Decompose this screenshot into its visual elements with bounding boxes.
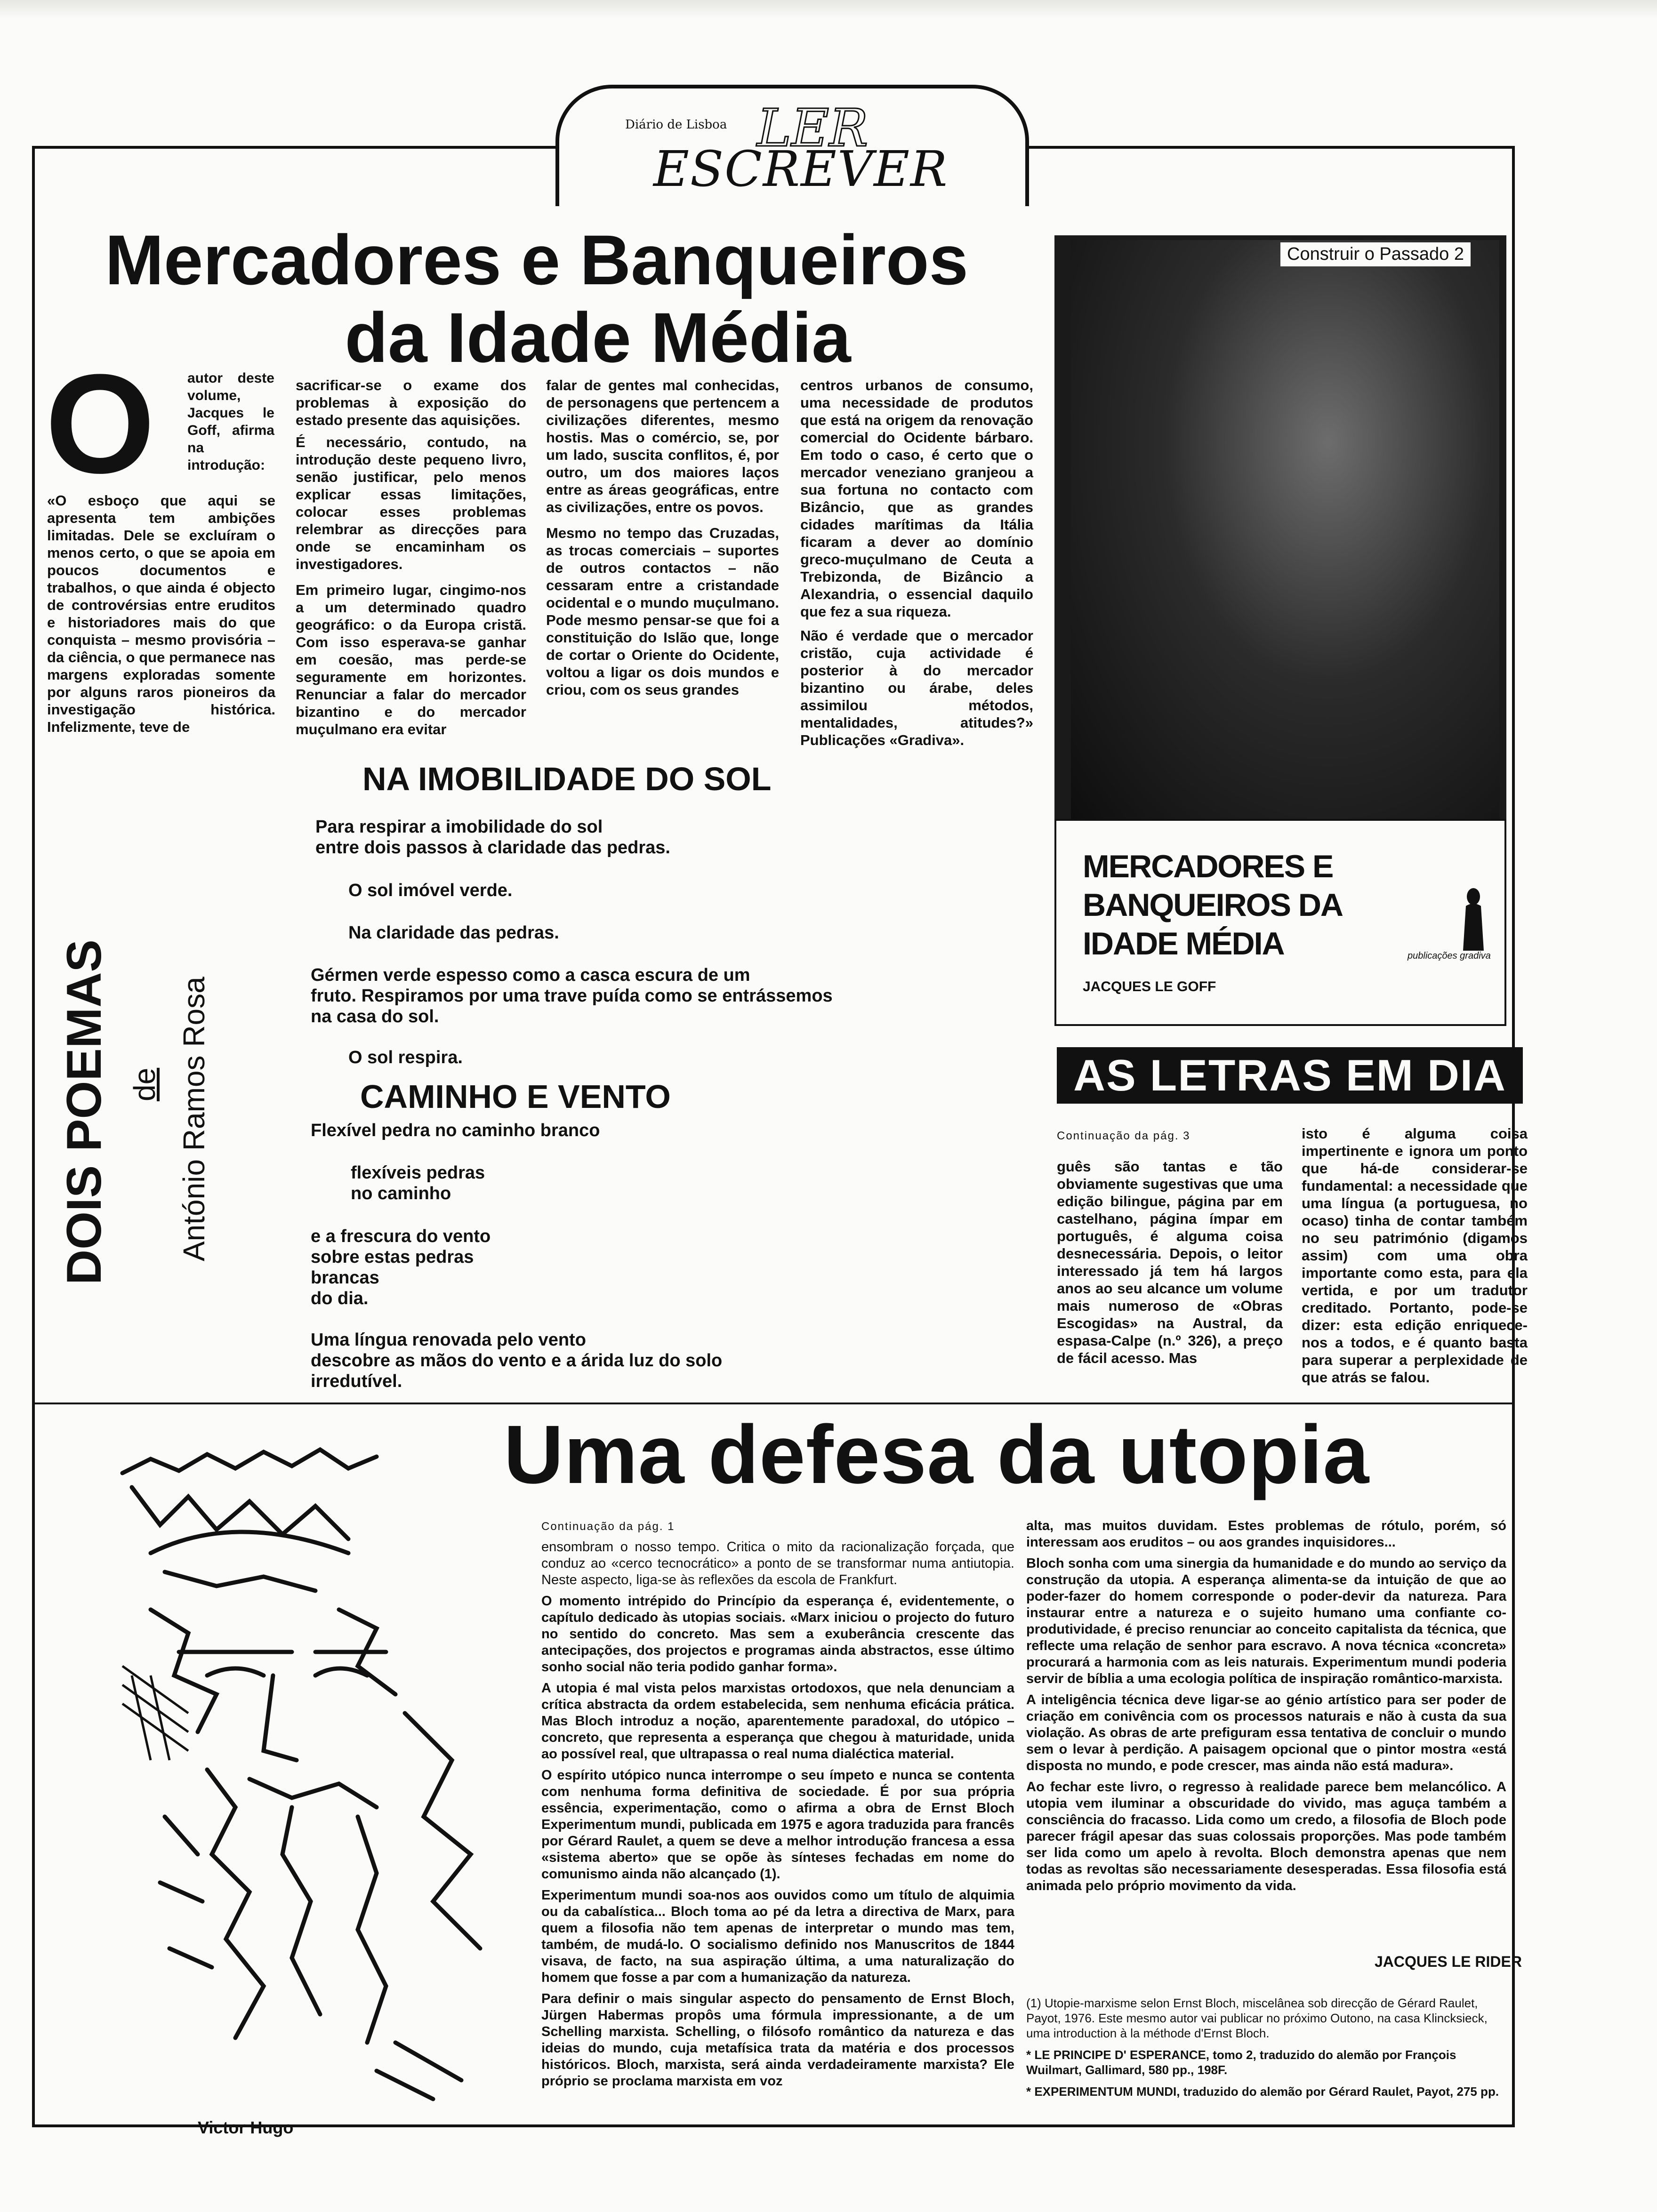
poem2-l7: do dia. bbox=[311, 1289, 369, 1308]
poem1-l2: entre dois passos à claridade das pedras. bbox=[315, 838, 670, 858]
poem1-l1: Para respirar a imobilidade do sol bbox=[315, 817, 603, 837]
poem1-l4: Na claridade das pedras. bbox=[348, 923, 559, 943]
poem2-l10: irredutível. bbox=[311, 1371, 402, 1391]
poems-author: António Ramos Rosa bbox=[177, 977, 211, 1261]
masthead-newspaper: Diário de Lisboa bbox=[625, 118, 727, 132]
article1-col1-intro: autor deste volume, Jacques le Goff, afirma na introdução: bbox=[187, 370, 274, 473]
masthead bbox=[555, 85, 1029, 206]
article1-title bbox=[66, 221, 1007, 377]
article1-col2 bbox=[296, 377, 526, 743]
article2-colB-p4: Ao fechar este livro, o regresso à realidade parece bem melancólico. A utopia vem iluminar a obscuridade do vivido, mas aguça também a consciência do fracasso. Lida como um credo, a filosofia de Bloch pode parecer frágil apesar das suas colossais proporções. Mas pode também ser lida como um apelo à revolta. Bloch demonstra apenas que nem todas as revoltas são necessariamente desesperadas. Essa filosofia está animada pelo próprio movimento da vida. bbox=[1026, 1779, 1506, 1893]
article1-col4-p2: Não é verdade que o mercador cristão, cuja actividade é posterior à do mercador bizantino ou árabe, deles assimilou métodos, mentalidades, atitudes?» Publicações «Gradiva». bbox=[800, 627, 1033, 748]
poems-section-title: DOIS POEMAS bbox=[57, 939, 112, 1285]
poem2-l2: flexíveis pedras bbox=[351, 1163, 485, 1183]
article1-col2-p2: É necessário, contudo, na introdução deste pequeno livro, senão justificar, pelo menos explicar essas limitações, colocar esses problemas relembrar as direcções para onde se encaminham os investigadores. bbox=[296, 434, 526, 572]
article2-colA-p3: A utopia é mal vista pelos marxistas ortodoxos, que nela denunciam a crítica abstracta da ordem estabelecida, sem nenhuma eficácia prática. Mas Bloch introduz a noção, aparentemente paradoxal, do utópico – concreto, que representa a esperança que chegou à maturidade, unida ao possível real, que ultrapassa o real numa dialéctica material. bbox=[541, 1681, 1014, 1762]
masthead-escrever: ESCREVER bbox=[653, 140, 949, 198]
poem1-l7: na casa do sol. bbox=[311, 1007, 439, 1026]
merchants-photo bbox=[1071, 240, 1499, 819]
poem1-l8: O sol respira. bbox=[348, 1048, 463, 1067]
poem2-l9: descobre as mãos do vento e a árida luz do solo bbox=[311, 1351, 723, 1370]
article1-title-line2: da Idade Média bbox=[345, 298, 851, 377]
article2-colB bbox=[1026, 1518, 1506, 1899]
poem2-l1: Flexível pedra no caminho branco bbox=[311, 1121, 600, 1140]
book-author: JACQUES LE GOFF bbox=[1083, 979, 1216, 994]
article2-colA-p2: O momento intrépido do Princípio da esperança é, evidentemente, o capítulo dedicado às utopias sociais. «Marx iniciou o projecto do futuro no sentido do concreto. Mas sem a exuberância crescente das antecipações, dos projectos e programas ainda abstractos, esse último sonho social não teria podido ganhar forma». bbox=[541, 1594, 1014, 1675]
poem1-l6: fruto. Respiramos por uma trave puída como se entrássemos bbox=[311, 986, 833, 1006]
letras-banner: AS LETRAS EM DIA bbox=[1057, 1047, 1523, 1104]
article1-col1: «O esboço que aqui se apresenta tem ambições limitadas. Dele se excluíram o menos certo, o que se apoia em poucos documentos e trabalhos, o que ainda é objecto de controvérsias entre eruditos e historiadores mais do que conquista – mesmo provisória – da ciência, o que permanece nas margens exploradas somente por alguns raros pioneiros da investigação histórica. Infelizmente, teve de bbox=[47, 492, 275, 735]
article2-colA-p4: O espírito utópico nunca interrompe o seu ímpeto e nunca se contenta com nenhuma forma definitiva de sociedade. É por sua própria essência, experimentação, como o afirma a obra de Ernst Bloch Experimentum mundi, publicada em 1975 e agora traduzida para francês por Gérard Raulet, a quem se deve a melhor introdução francesa a essa «sistema aberto» que se opõe às sínteses fechadas em nome do comunismo ainda não alcançado (1). bbox=[541, 1768, 1014, 1882]
note-1: (1) Utopie-marxisme selon Ernst Bloch, miscelânea sob direcção de Gérard Raulet, Payot, 1976. Este mesmo autor vai publicar no próximo Outono, na casa Klincksieck, uma introduction à la méthode d'Ernst Bloch. bbox=[1026, 1996, 1488, 2040]
poem1-l5: Gérmen verde espesso como a casca escura de um bbox=[311, 965, 750, 985]
article2-notes bbox=[1026, 1996, 1506, 2106]
poem2-l5: sobre estas pedras bbox=[311, 1247, 474, 1267]
poems-de: de bbox=[128, 1067, 161, 1101]
letras-continuation: Continuação da pág. 3 bbox=[1057, 1130, 1190, 1142]
dropcap: O bbox=[45, 345, 155, 503]
article2-colB-p1: alta, mas muitos duvidam. Estes problemas de rótulo, porém, só interessam aos eruditos – ou aos grandes inquisidores... bbox=[1026, 1518, 1506, 1550]
book-title-line3: IDADE MÉDIA bbox=[1083, 926, 1284, 962]
article2-continuation: Continuação da pág. 1 bbox=[541, 1520, 675, 1533]
article2-signature: JACQUES LE RIDER bbox=[1375, 1953, 1522, 1970]
book-title-line1: MERCADORES E bbox=[1083, 849, 1333, 884]
article1-col4 bbox=[800, 377, 1033, 753]
letras-col2: isto é alguma coisa impertinente e ignora um ponto que há-de considerar-se fundamental: a necessidade que uma língua (a portuguesa, no ocaso) tinha de contar também no seu património (digamos assim) com uma obra importante como esta, para ela vertida, e por um tradutor creditado. Portanto, pode-se dizer: esta edição enriquece-nos a todos, e é quanto basta para superar a perplexidade de que atrás se falou. bbox=[1302, 1125, 1528, 1386]
book-publisher: publicações gradiva bbox=[1408, 951, 1491, 961]
article2-colB-p3: A inteligência técnica deve ligar-se ao génio artístico para ser poder de criação em conivência com os processos naturais e não à custa da sua violação. As obras de arte prefiguram essa tentativa de concluir o mundo sem o levar à perdição. A paisagem opcional que o pintor mostra «está disposta no mundo, e pode crescer, mas ainda não está madura». bbox=[1026, 1692, 1506, 1773]
letras-col1: guês são tantas e tão obviamente sugestivas que uma edição bilingue, página par em castelhano, página ímpar em português, é alguma coisa desnecessária. Depois, o leitor interessado já tem há largos anos ao seu alcance um volume mais numeroso de «Obras Escogidas» na Austral, da espasa-Calpe (n.º 326), a preço de fácil acesso. Mas bbox=[1057, 1158, 1283, 1366]
article1-col4-p1: centros urbanos de consumo, uma necessidade de produtos que está na origem da renovação comercial do Ocidente bárbaro. Em todo o caso, é certo que o mercador veneziano granjeou a sua fortuna no contacto com Bizâncio, que as grandes cidades marítimas da Itália ficaram a dever ao domínio greco-muçulmano de Ceuta a Trebizonda, de Bizâncio a Alexandria, o essencial daquilo que fez a sua riqueza. bbox=[800, 377, 1033, 620]
article1-col3 bbox=[546, 377, 779, 703]
article1-col3-p2: Mesmo no tempo das Cruzadas, as trocas comerciais – suportes de outros contactos – não cessaram entre a cristandade ocidental e o mundo muçulmano. Pode mesmo pensar-se que foi a constituição do Islão que, longe de cortar o Oriente do Ocidente, voltou a ligar os dois mundos e criou, com os seus grandes bbox=[546, 525, 779, 698]
note-2: * LE PRINCIPE D' ESPERANCE, tomo 2, traduzido do alemão por François Wuilmart, Gallimard, 580 pp., 198F. bbox=[1026, 2048, 1456, 2077]
poem2-l3: no caminho bbox=[351, 1184, 451, 1203]
section-divider bbox=[32, 1403, 1515, 1404]
portrait-caption: Victor Hugo bbox=[198, 2118, 294, 2137]
note-3: * EXPERIMENTUM MUNDI, traduzido do alemão por Gérard Raulet, Payot, 275 pp. bbox=[1026, 2084, 1499, 2099]
article2-title: Uma defesa da utopia bbox=[504, 1409, 1370, 1501]
article1-title-line1: Mercadores e Banqueiros bbox=[105, 220, 968, 299]
book-title-line2: BANQUEIROS DA bbox=[1083, 887, 1343, 923]
book-title bbox=[1083, 847, 1343, 963]
article2-colA-p1: ensombram o nosso tempo. Critica o mito da racionalização forçada, que conduz ao «cerco tecnocrático» a ponto de se transformar numa antiutopia. Neste aspecto, liga-se às reflexões da escola de Frankfurt. bbox=[541, 1539, 1014, 1587]
poem1-title: NA IMOBILIDADE DO SOL bbox=[362, 761, 772, 797]
article1-col3-p1: falar de gentes mal conhecidas, de personagens que pertencem a civilizações diferentes, mesmo hostis. Mas o comércio, se, por um lado, suscita conflitos, é, por outro, um dos maiores laços entre as áreas geográficas, entre as civilizações, entre os povos. bbox=[546, 377, 779, 515]
poem2-l6: brancas bbox=[311, 1268, 379, 1288]
article2-colA-p6: Para definir o mais singular aspecto do pensamento de Ernst Bloch, Jürgen Habermas propôs uma fórmula impressionante, a de um Schelling marxista. Schelling, o filósofo romântico da natureza e das ideias do mundo, cuja metafísica trata da matéria e dos processos históricos. Bloch, marxista, será ainda verdadeiramente marxista? Ele próprio se proclama marxista em voz bbox=[541, 1991, 1014, 2089]
masthead-ler: LER bbox=[757, 98, 869, 158]
poem2-l4: e a frescura do vento bbox=[311, 1226, 491, 1246]
scan-edge bbox=[0, 0, 1657, 19]
publisher-logo-icon bbox=[1459, 885, 1492, 955]
poem2-title: CAMINHO E VENTO bbox=[360, 1078, 671, 1115]
article2-colB-p2: Bloch sonha com uma sinergia da humanidade e do mundo ao serviço da construção da utopia. A esperança alimenta-se da intuição de que ao poder-fazer do homem corresponde o poder-devir da natureza. Para instaurar entre a natureza e o sujeito humano uma confiante co-produtividade, é preciso renunciar ao conceito capitalista da técnica, que reflecte uma relação de senhor para escravo. A nova técnica «concreta» procurará a harmonia com as leis naturais. Experimentum mundi poderia servir de bíblia a uma ecologia política de inspiração romântico-marxista. bbox=[1026, 1556, 1506, 1686]
article1-col2-p1: sacrificar-se o exame dos problemas à exposição do estado presente das aquisições. bbox=[296, 377, 526, 428]
article1-col2-p3: Em primeiro lugar, cingimo-nos a um determinado quadro geográfico: o da Europa cristã. Com isso esperava-se ganhar em coesão, mas perde-se seguramente em horizontes. Renunciar a falar do mercador bizantino e do mercador muçulmano era evitar bbox=[296, 582, 526, 737]
photo-label: Construir o Passado 2 bbox=[1280, 242, 1471, 266]
poem2-l8: Uma língua renovada pelo vento bbox=[311, 1330, 586, 1350]
article2-colA bbox=[541, 1539, 1014, 2094]
article2-colA-p5: Experimentum mundi soa-nos aos ouvidos como um título de alquimia ou da cabalística... Bloch toma ao pé da letra a directiva de Marx, para quem a filosofia não tem apenas de interpretar o mundo mas tem, também, de mudá-lo. O socialismo definido nos Manuscritos de 1844 visava, de facto, na sua aspiração última, a uma naturalização do homem que fosse a par com a humanização da natureza. bbox=[541, 1888, 1014, 1985]
victor-hugo-portrait bbox=[94, 1431, 508, 2113]
poem1-l3: O sol imóvel verde. bbox=[348, 881, 513, 900]
